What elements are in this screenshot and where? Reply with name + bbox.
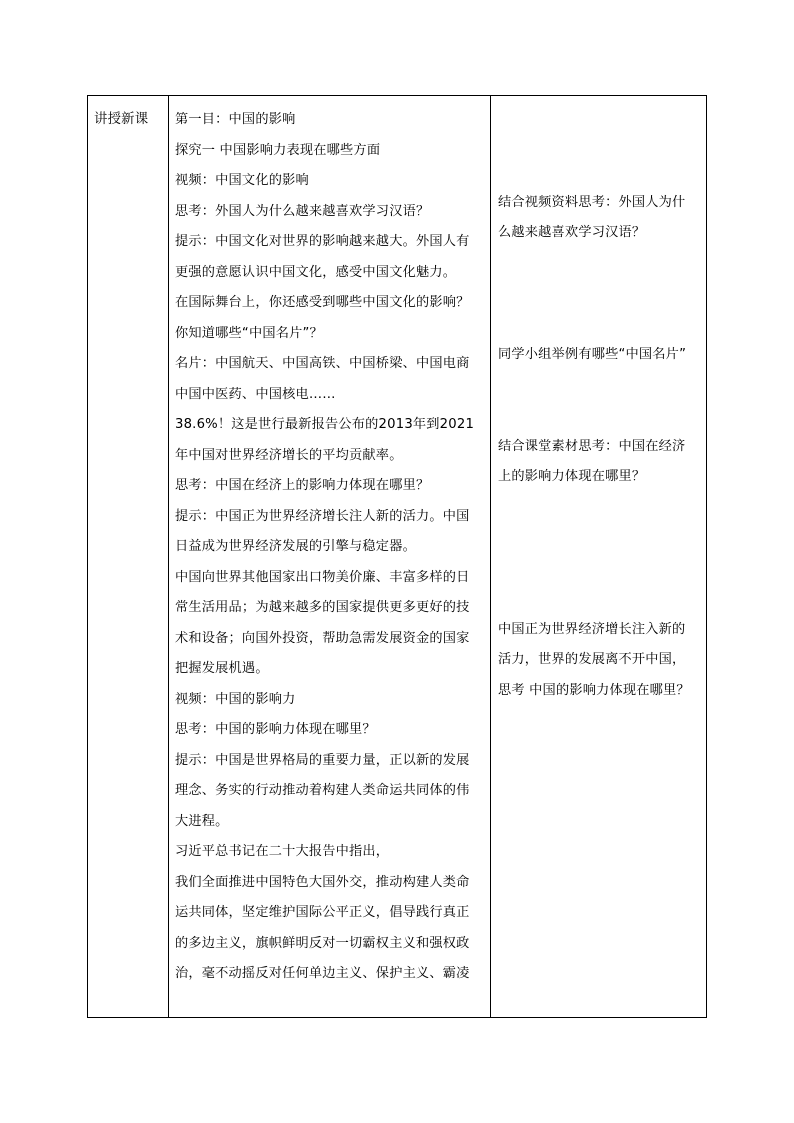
- blank-line: [498, 584, 703, 615]
- content-line: 把握发展机遇。: [175, 661, 269, 676]
- content-line: 提示：中国文化对世界的影响越来越大。外国人有: [175, 234, 470, 249]
- activity-line: 上的影响力体现在哪里？: [498, 469, 646, 484]
- content-line: 大进程。: [175, 813, 229, 829]
- content-line: 视频：中国文化的影响: [175, 173, 309, 188]
- content-line: 的多边主义，旗帜鲜明反对一切霸权主义和强权政: [175, 935, 470, 951]
- content-line: 思考：外国人为什么越来越喜欢学习汉语？: [175, 203, 430, 219]
- content-line: 运共同体，坚定维护国际公平正义，倡导践行真正: [175, 905, 470, 920]
- activity-line: 活力，世界的发展离不开中国，: [498, 652, 686, 667]
- content-line: 治，毫不动摇反对任何单边主义、保护主义、霸凌: [175, 966, 470, 981]
- blank-line: [498, 371, 703, 402]
- activity-line: 么越来越喜欢学习汉语？: [498, 225, 646, 240]
- content-line: 提示：中国正为世界经济增长注人新的活力。中国: [175, 508, 470, 524]
- blank-line: [498, 279, 703, 310]
- content-line: 理念、务实的行动推动着构建人类命运共同体的伟: [175, 783, 470, 798]
- content-line: 思考：中国的影响力体现在哪里？: [175, 722, 376, 737]
- blank-line: [498, 127, 703, 158]
- content-line: 习近平总书记在二十大报告中指出，: [175, 844, 390, 859]
- content-line: 中国中医药、中国核电……: [175, 386, 336, 402]
- blank-line: [498, 96, 703, 127]
- content-line: 中国向世界其他国家出口物美价廉、丰富多样的日: [175, 569, 470, 585]
- activity-line: 中国正为世界经济增长注入新的: [498, 621, 686, 637]
- content-line: 常生活用品；为越来越多的国家提供更多更好的技: [175, 600, 470, 615]
- activity-line: 同学小组举例有哪些“中国名片”: [498, 347, 687, 362]
- content-cell: [169, 96, 490, 1017]
- activity-line: 结合视频资料思考：外国人为什: [498, 194, 686, 210]
- content-line: 思考：中国在经济上的影响力体现在哪里？: [175, 478, 430, 493]
- content-line: 更强的意愿认识中国文化，感受中国文化魅力。: [175, 264, 457, 280]
- content-line: 名片：中国航天、中国高铁、中国桥梁、中国电商: [175, 356, 470, 371]
- blank-line: [498, 310, 703, 341]
- content-line: 提示：中国是世界格局的重要力量，正以新的发展: [175, 752, 470, 768]
- section-label: 讲授新课: [94, 112, 149, 127]
- blank-line: [498, 157, 703, 188]
- blank-line: [498, 523, 703, 554]
- content-line: 38.6%！这是世行最新报告公布的2013年到2021: [175, 417, 475, 432]
- blank-line: [498, 554, 703, 585]
- content-line: 术和设备；向国外投资，帮助急需发展资金的国家: [175, 630, 470, 646]
- content-line: 第一目：中国的影响: [175, 112, 296, 127]
- lesson-plan-table: [87, 95, 707, 1018]
- content-line: 你知道哪些“中国名片”？: [175, 325, 323, 341]
- content-line: 年中国对世界经济增长的平均贡献率。: [175, 447, 403, 463]
- blank-line: [498, 249, 703, 280]
- section-cell: [88, 96, 168, 1017]
- content-line: 在国际舞台上，你还感受到哪些中国文化的影响？: [175, 295, 470, 310]
- activity-cell: [491, 96, 707, 1017]
- content-line: 日益成为世界经济发展的引擎与稳定器。: [175, 539, 416, 554]
- activity-line: 结合课堂素材思考：中国在经济: [498, 438, 686, 454]
- content-line: 视频：中国的影响力: [175, 691, 296, 707]
- activity-line: 思考 中国的影响力体现在哪里？: [498, 682, 690, 698]
- content-line: 我们全面推进中国特色大国外交，推动构建人类命: [175, 874, 470, 890]
- blank-line: [498, 493, 703, 524]
- content-line: 探究一 中国影响力表现在哪些方面: [175, 142, 381, 158]
- blank-line: [498, 401, 703, 432]
